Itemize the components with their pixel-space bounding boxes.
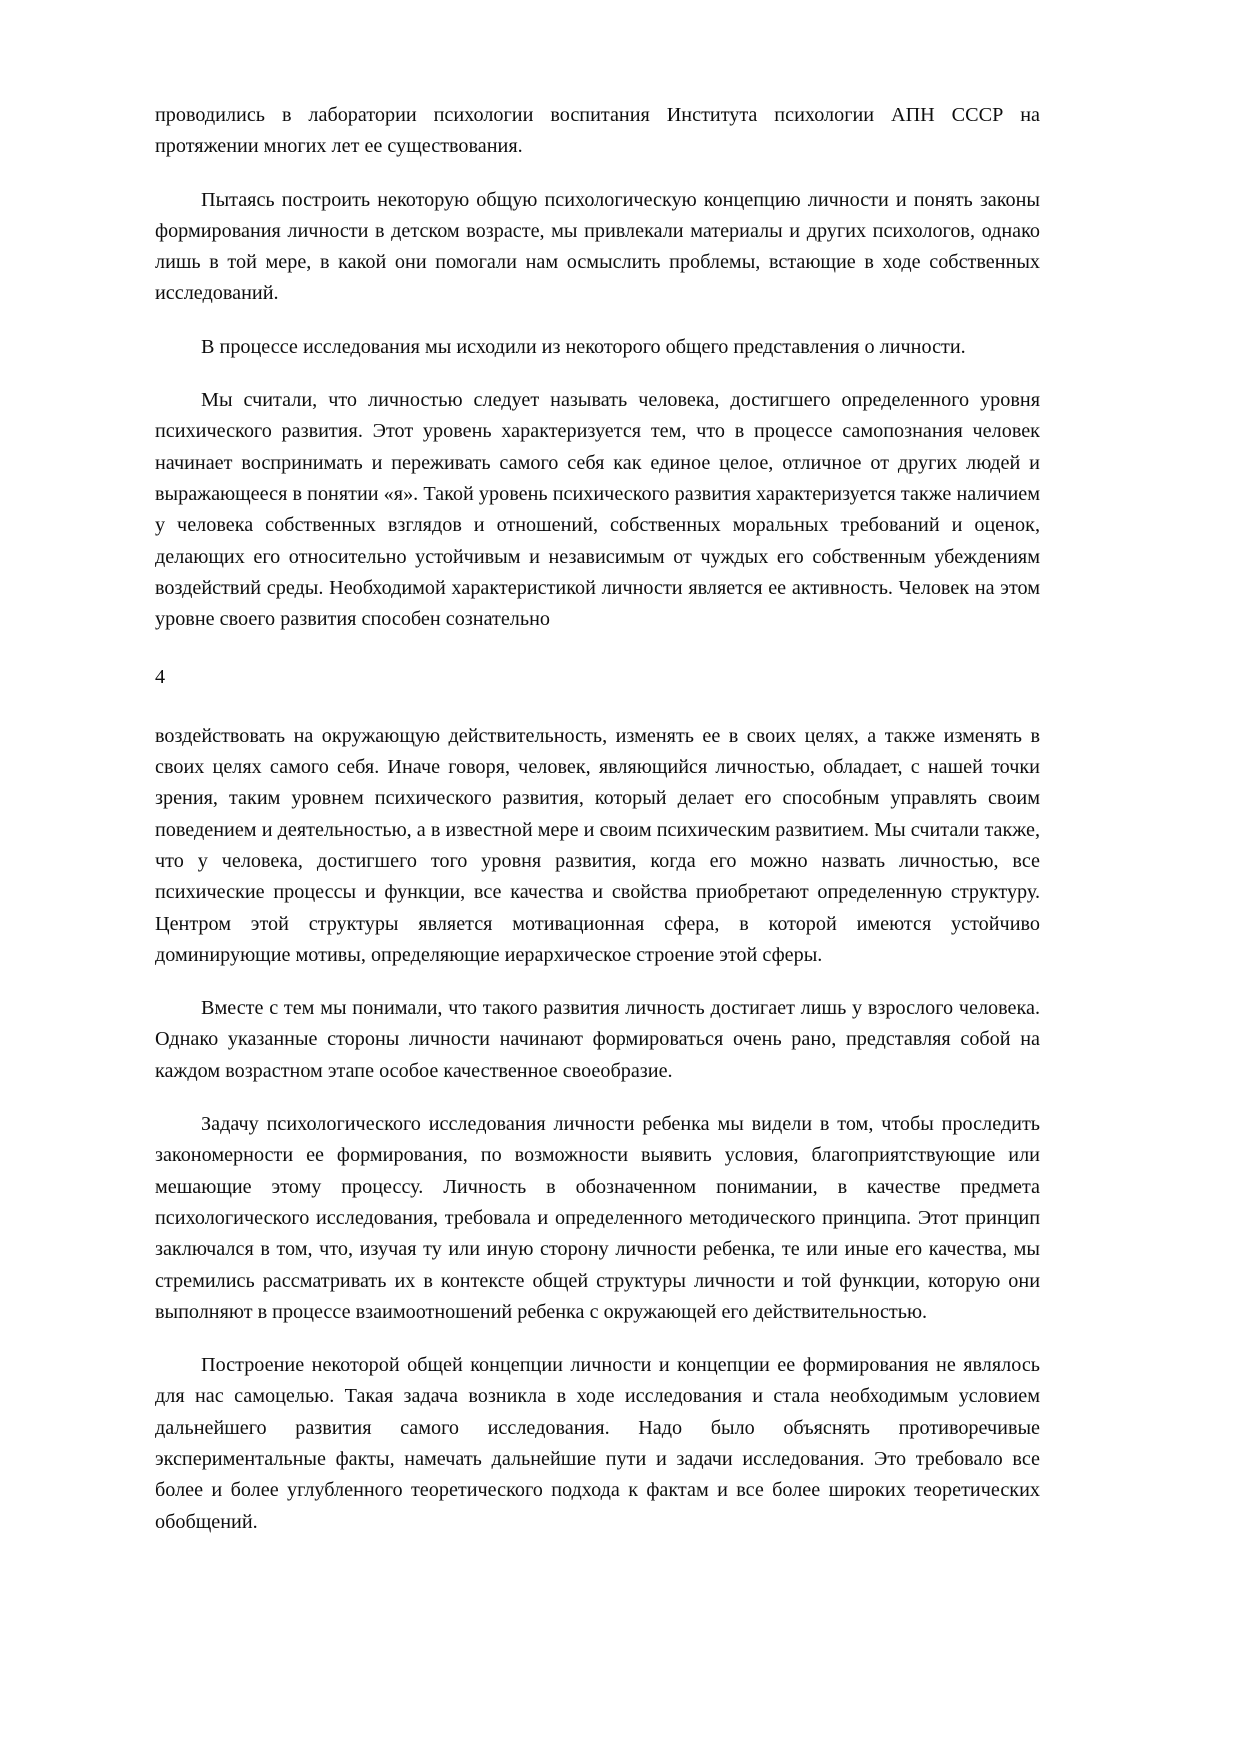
paragraph-influence-reality: воздействовать на окружающую действительность, изменять ее в своих целях, а также изменять в своих целях самого себя. Иначе говоря, человек, являющийся личностью, обладает, с нашей точки зрения, таким уровнем психического развития, который делает его способным управлять своим поведением и деятельностью, а в известной мере и своим психическим развитием. Мы считали также, что у человека, достигшего того уровня развития, когда его можно назвать личностью, все психические процессы и функции, все качества и свойства приобретают определенную структуру. Центром этой структуры является мотивационная сфера, в которой имеются устойчиво доминирующие мотивы, определяющие иерархическое строение этой сферы. — [155, 724, 1040, 966]
paragraph-adult-development: Вместе с тем мы понимали, что такого развития личность достигает лишь у взрослого человека. Однако указанные стороны личности начинают формироваться очень рано, представляя собой на каждом возрастном этапе особое качественное своеобразие. — [155, 997, 1040, 1082]
paragraph-research-task: Задачу психологического исследования личности ребенка мы видели в том, чтобы проследить закономерности ее формирования, по возможности выявить условия, благоприятствующие или мешающие этому процессу. Личность в обозначенном понимании, в качестве предмета психологического исследования, требовала и определенного методического принципа. Этот принцип заключался в том, что, изучая ту или иную сторону личности ребенка, те или иные его качества, мы стремились рассматривать их в контексте общей структуры личности и той функции, которую они выполняют в процессе взаимоотношений ребенка с окружающей его действительностью. — [155, 1113, 1040, 1323]
page-number-marker: 4 — [155, 666, 166, 689]
text-column — [155, 100, 1040, 1538]
paragraph-research-premise: В процессе исследования мы исходили из некоторого общего представления о личности. — [201, 335, 966, 358]
paragraph-personality-definition: Мы считали, что личностью следует называть человека, достигшего определенного уровня психического развития. Этот уровень характеризуется тем, что в процессе самопознания человек начинает воспринимать и переживать самого себя как единое целое, отличное от других людей и выражающееся в понятии «я». Такой уровень психического развития характеризуется также наличием у человека собственных взглядов и отношений, собственных моральных требований и оценок, делающих его относительно устойчивым и независимым от чуждых его собственным убеждениям воздействий среды. Необходимой характеристикой личности является ее активность. Человек на этом уровне своего развития способен сознательно — [155, 389, 1040, 631]
paragraph-theoretical-generalization: Построение некоторой общей концепции личности и концепции ее формирования не являлось для нас самоцелью. Такая задача возникла в ходе исследования и стала необходимым условием дальнейшего развития самого исследования. Надо было объяснять противоречивые экспериментальные факты, намечать дальнейшие пути и задачи исследования. Это требовало все более и более углубленного теоретического подхода к фактам и все более широких теоретических обобщений. — [155, 1354, 1040, 1533]
paragraph-continued-opening: проводились в лаборатории психологии воспитания Института психологии АПН СССР на протяжении многих лет ее существования. — [155, 104, 1040, 158]
paragraph-general-conception: Пытаясь построить некоторую общую психологическую концепцию личности и понять законы формирования личности в детском возрасте, мы привлекали материалы и других психологов, однако лишь в той мере, в какой они помогали нам осмыслить проблемы, встающие в ходе собственных исследований. — [155, 188, 1040, 305]
